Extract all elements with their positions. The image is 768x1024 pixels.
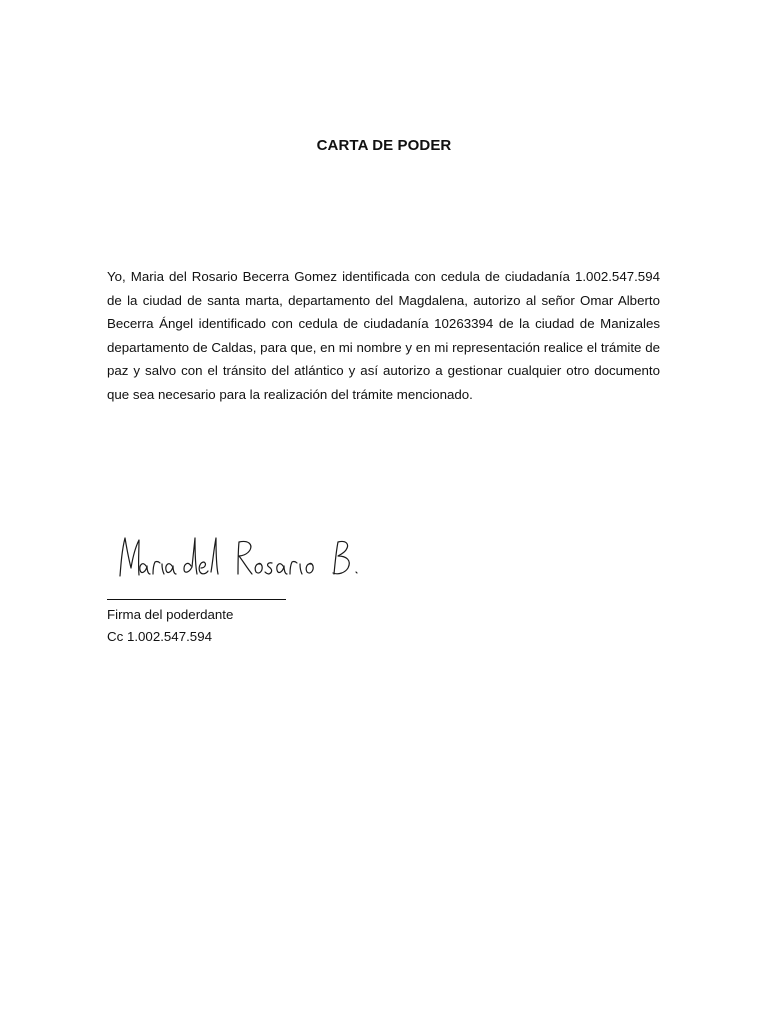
signer-id-label: Cc 1.002.547.594 — [107, 629, 212, 644]
document-title: CARTA DE PODER — [316, 137, 452, 154]
document-body-paragraph: Yo, Maria del Rosario Becerra Gomez identificada con cedula de ciudadanía 1.002.547.594 de la ciudad de santa marta, departamento del Magdalena, autorizo al señor Omar Alberto Becerra Ángel identificado con cedula de ciudadanía 10263394 de la ciudad de Manizales departamento de Caldas, para que, en mi nombre y en mi representación realice el trámite de paz y salvo con el tránsito del atlántico y así autorizo a gestionar cualquier otro documento que sea necesario para la realización del trámite mencionado. — [107, 269, 660, 402]
signature-line — [107, 599, 286, 600]
signer-role-label: Firma del poderdante — [107, 607, 234, 622]
handwritten-signature — [112, 528, 362, 586]
